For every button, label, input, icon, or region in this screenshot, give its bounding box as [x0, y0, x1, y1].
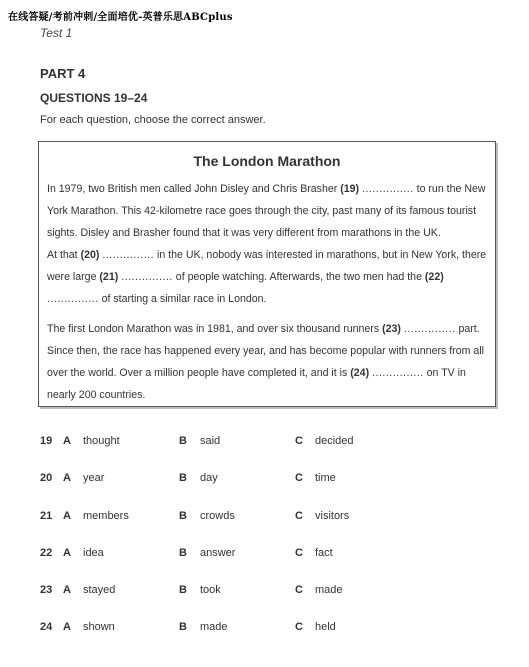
passage-box — [38, 141, 496, 407]
option-letter-c: C — [295, 510, 303, 522]
option-letter-b: B — [179, 584, 187, 596]
question-number: 19 — [40, 435, 53, 447]
option-b[interactable]: said — [200, 435, 221, 447]
instruction-text: For each question, choose the correct answer. — [40, 114, 266, 126]
gap-blank-23: ............... — [403, 323, 456, 335]
option-c[interactable]: made — [315, 584, 343, 596]
option-b[interactable]: made — [200, 621, 228, 633]
option-a[interactable]: members — [83, 510, 129, 522]
option-b[interactable]: took — [200, 584, 221, 596]
option-letter-a: A — [63, 621, 71, 633]
passage-text: to run the New York Marathon. This 42-kilometre race goes through the city, past many of its famous tourist sights. Disley and Brasher found that it was very different from marathons in the UK. — [47, 183, 486, 239]
option-c[interactable]: decided — [315, 435, 354, 447]
question-number: 23 — [40, 584, 53, 596]
option-letter-a: A — [63, 510, 71, 522]
gap-blank-24: ............... — [372, 367, 424, 379]
question-row-21 — [0, 503, 529, 531]
passage-title: The London Marathon — [193, 153, 341, 169]
option-letter-c: C — [295, 584, 303, 596]
gap-blank-22: ............... — [47, 293, 99, 305]
option-letter-c: C — [295, 547, 303, 559]
question-number: 20 — [40, 472, 53, 484]
gap-number-20: (20) — [80, 249, 100, 261]
option-b[interactable]: crowds — [200, 510, 235, 522]
questions-heading: QUESTIONS 19–24 — [40, 91, 148, 105]
passage-text: on TV in nearly 200 countries. — [47, 367, 466, 401]
option-a[interactable]: thought — [83, 435, 120, 447]
passage-text: The first London Marathon was in 1981, and over six thousand runners — [47, 323, 383, 335]
option-b[interactable]: day — [200, 472, 218, 484]
option-letter-b: B — [179, 547, 187, 559]
gap-blank-21: ............... — [121, 271, 173, 283]
option-letter-b: B — [179, 472, 187, 484]
gap-number-22: (22) — [424, 271, 444, 283]
option-letter-a: A — [63, 435, 71, 447]
option-a[interactable]: idea — [83, 547, 104, 559]
option-a[interactable]: year — [83, 472, 105, 484]
question-row-19 — [0, 428, 529, 456]
option-c[interactable]: fact — [315, 547, 333, 559]
option-letter-a: A — [63, 547, 71, 559]
watermark-text: 在线答疑/考前冲刺/全面培优-英普乐思ABCplus — [8, 12, 233, 23]
option-c[interactable]: held — [315, 621, 336, 633]
passage-text: in the UK, nobody was interested in marathons, but in New York, there were large — [47, 249, 487, 283]
option-letter-a: A — [63, 584, 71, 596]
option-b[interactable]: answer — [200, 547, 236, 559]
question-number: 24 — [40, 621, 53, 633]
option-letter-b: B — [179, 435, 187, 447]
option-letter-b: B — [179, 621, 187, 633]
option-c[interactable]: visitors — [315, 510, 350, 522]
passage-paragraph — [47, 318, 487, 406]
gap-blank-19: ............... — [362, 183, 414, 195]
question-row-24 — [0, 614, 529, 642]
passage-text: of people watching. Afterwards, the two men had the — [172, 271, 425, 283]
part-title: PART 4 — [40, 66, 86, 81]
gap-number-24: (24) — [350, 367, 370, 379]
question-row-22 — [0, 540, 529, 568]
option-c[interactable]: time — [315, 472, 336, 484]
passage-text: part. Since then, the race has happened every year, and has become popular with runners from all over the world. Over a million people have completed it, and it is — [47, 323, 484, 379]
test-label: Test 1 — [40, 26, 73, 40]
passage-paragraph — [47, 244, 487, 310]
question-row-23 — [0, 577, 529, 605]
passage-text: At that — [47, 249, 81, 261]
option-letter-c: C — [295, 435, 303, 447]
question-number: 22 — [40, 547, 53, 559]
option-a[interactable]: shown — [83, 621, 115, 633]
gap-number-23: (23) — [382, 323, 401, 335]
question-row-20 — [0, 465, 529, 493]
option-a[interactable]: stayed — [83, 584, 116, 596]
passage-text: of starting a similar race in London. — [98, 293, 267, 305]
option-letter-c: C — [295, 472, 303, 484]
gap-blank-20: ............... — [102, 249, 155, 261]
gap-number-21: (21) — [99, 271, 119, 283]
option-letter-a: A — [63, 472, 71, 484]
passage-body — [47, 178, 487, 406]
question-number: 21 — [40, 510, 53, 522]
gap-number-19: (19) — [340, 183, 360, 195]
option-letter-b: B — [179, 510, 187, 522]
option-letter-c: C — [295, 621, 303, 633]
passage-paragraph — [47, 178, 487, 244]
passage-text: In 1979, two British men called John Disley and Chris Brasher — [47, 183, 341, 195]
